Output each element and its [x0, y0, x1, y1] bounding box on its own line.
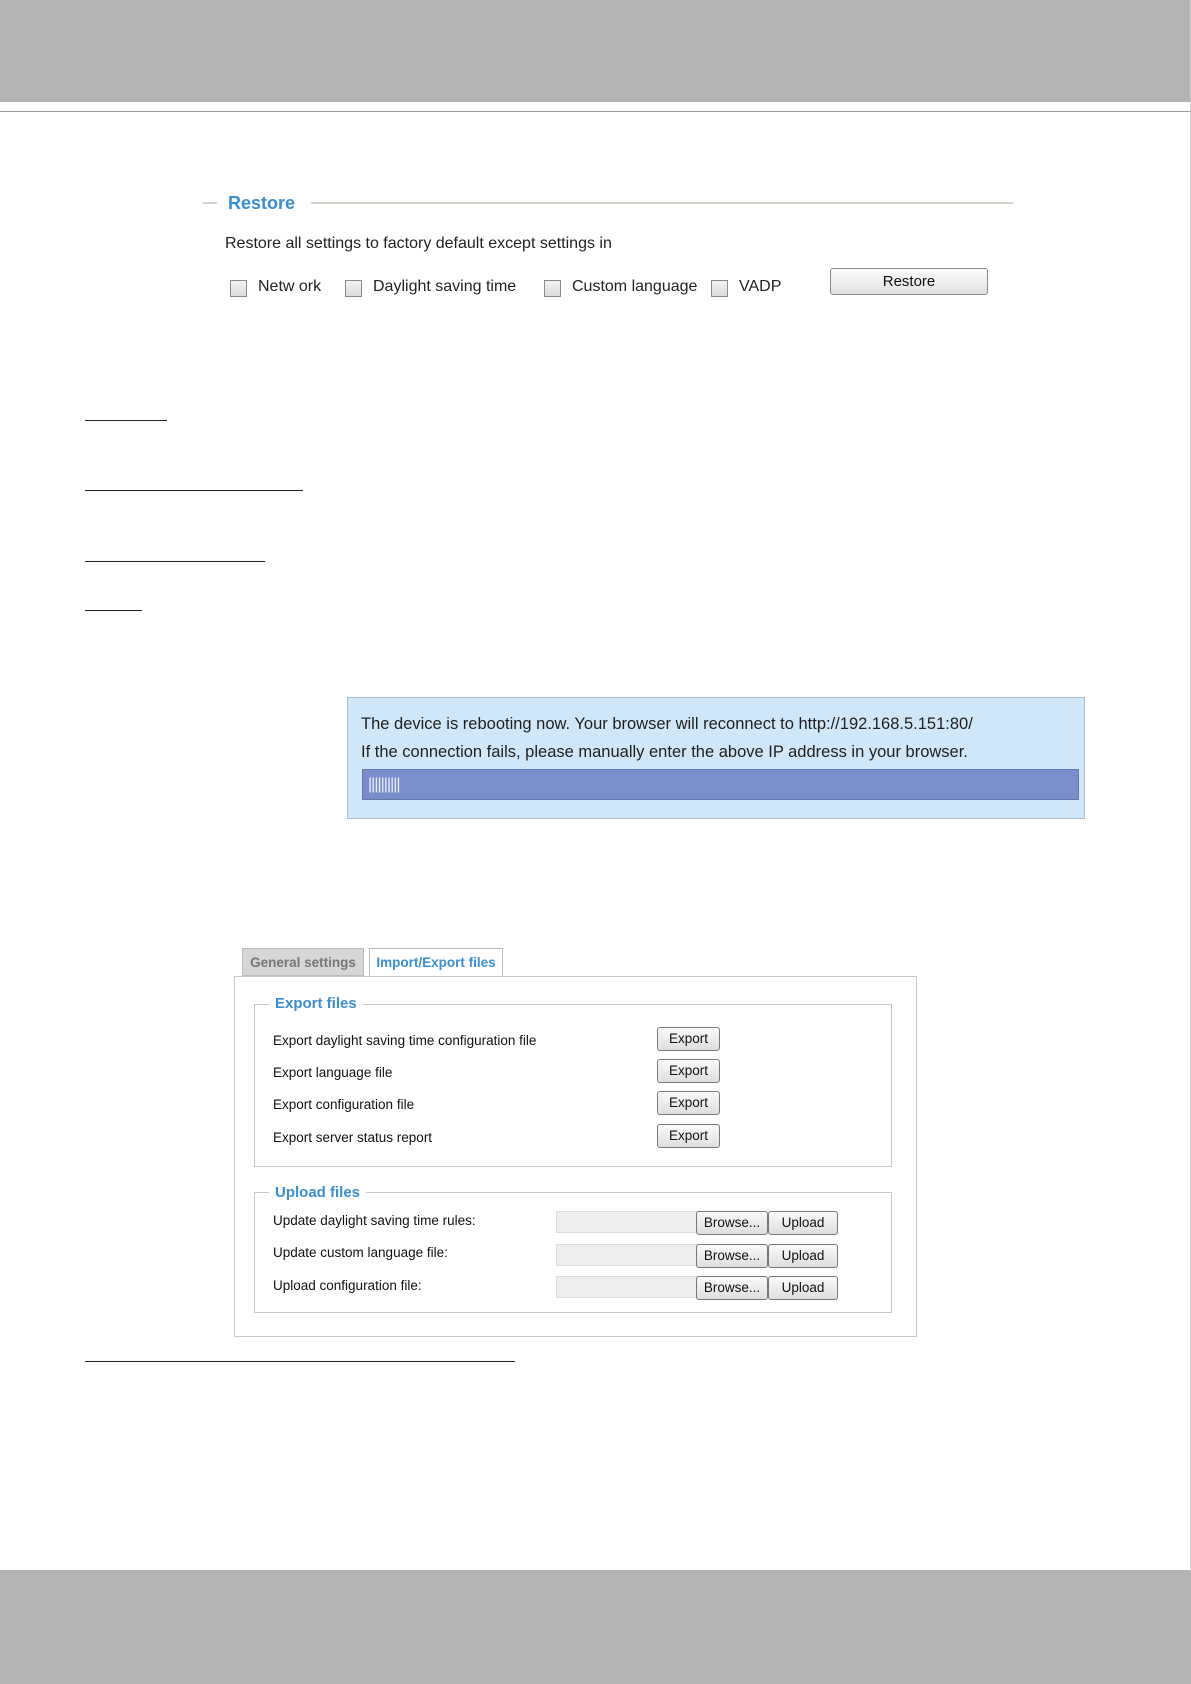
export-configuration-button[interactable]: Export	[657, 1091, 720, 1115]
tab-import-export-files[interactable]: Import/Export files	[369, 948, 503, 976]
configuration-browse-button[interactable]: Browse...	[696, 1276, 768, 1300]
export-legend: Export files	[269, 995, 363, 1012]
reboot-progress-bar: ||||||||||	[362, 769, 1079, 800]
heading-underline-3	[85, 561, 265, 562]
reboot-message-line-2: If the connection fails, please manually enter the above IP address in your browser.	[361, 743, 968, 761]
configuration-upload-button[interactable]: Upload	[768, 1276, 838, 1300]
custom-language-file-field[interactable]	[556, 1244, 698, 1266]
heading-underline-5	[85, 1361, 515, 1362]
daylight-saving-checkbox-label: Daylight saving time	[373, 278, 517, 295]
export-row-label: Export language file	[273, 1065, 393, 1080]
network-checkbox-label: Netw ork	[258, 278, 322, 295]
vadp-checkbox[interactable]	[711, 280, 728, 297]
network-checkbox[interactable]	[230, 280, 247, 297]
export-row-label: Export configuration file	[273, 1097, 415, 1112]
restore-legend: Restore	[228, 193, 296, 213]
custom-language-browse-button[interactable]: Browse...	[696, 1244, 768, 1268]
restore-button[interactable]: Restore	[830, 268, 988, 295]
export-language-button[interactable]: Export	[657, 1059, 720, 1083]
daylight-saving-checkbox[interactable]	[345, 280, 362, 297]
export-daylight-button[interactable]: Export	[657, 1027, 720, 1051]
custom-language-checkbox[interactable]	[544, 280, 561, 297]
reboot-message-line-1: The device is rebooting now. Your browser will reconnect to http://192.168.5.151:80/	[361, 715, 973, 733]
heading-underline-2	[85, 490, 303, 491]
restore-description: Restore all settings to factory default except settings in	[225, 235, 612, 252]
export-status-report-button[interactable]: Export	[657, 1124, 720, 1148]
header-rule	[0, 111, 1191, 112]
export-row-label: Export daylight saving time configuration file	[273, 1033, 537, 1048]
vadp-checkbox-label: VADP	[739, 278, 782, 295]
custom-language-checkbox-label: Custom language	[572, 278, 698, 295]
daylight-rules-file-field[interactable]	[556, 1211, 698, 1233]
heading-underline-4	[85, 610, 142, 611]
tab-general-settings[interactable]: General settings	[242, 948, 364, 976]
header-band	[0, 0, 1191, 102]
configuration-file-field[interactable]	[556, 1276, 698, 1298]
custom-language-upload-button[interactable]: Upload	[768, 1244, 838, 1268]
upload-legend: Upload files	[269, 1184, 366, 1201]
upload-row-label: Update custom language file:	[273, 1245, 448, 1260]
footer-band	[0, 1570, 1191, 1684]
daylight-rules-upload-button[interactable]: Upload	[768, 1211, 838, 1235]
upload-row-label: Upload configuration file:	[273, 1278, 422, 1293]
upload-row-label: Update daylight saving time rules:	[273, 1213, 476, 1228]
restore-fieldset-line-right	[311, 202, 1013, 204]
daylight-rules-browse-button[interactable]: Browse...	[696, 1211, 768, 1235]
restore-fieldset-line-left	[203, 202, 217, 204]
export-row-label: Export server status report	[273, 1130, 433, 1145]
heading-underline-1	[85, 420, 167, 421]
